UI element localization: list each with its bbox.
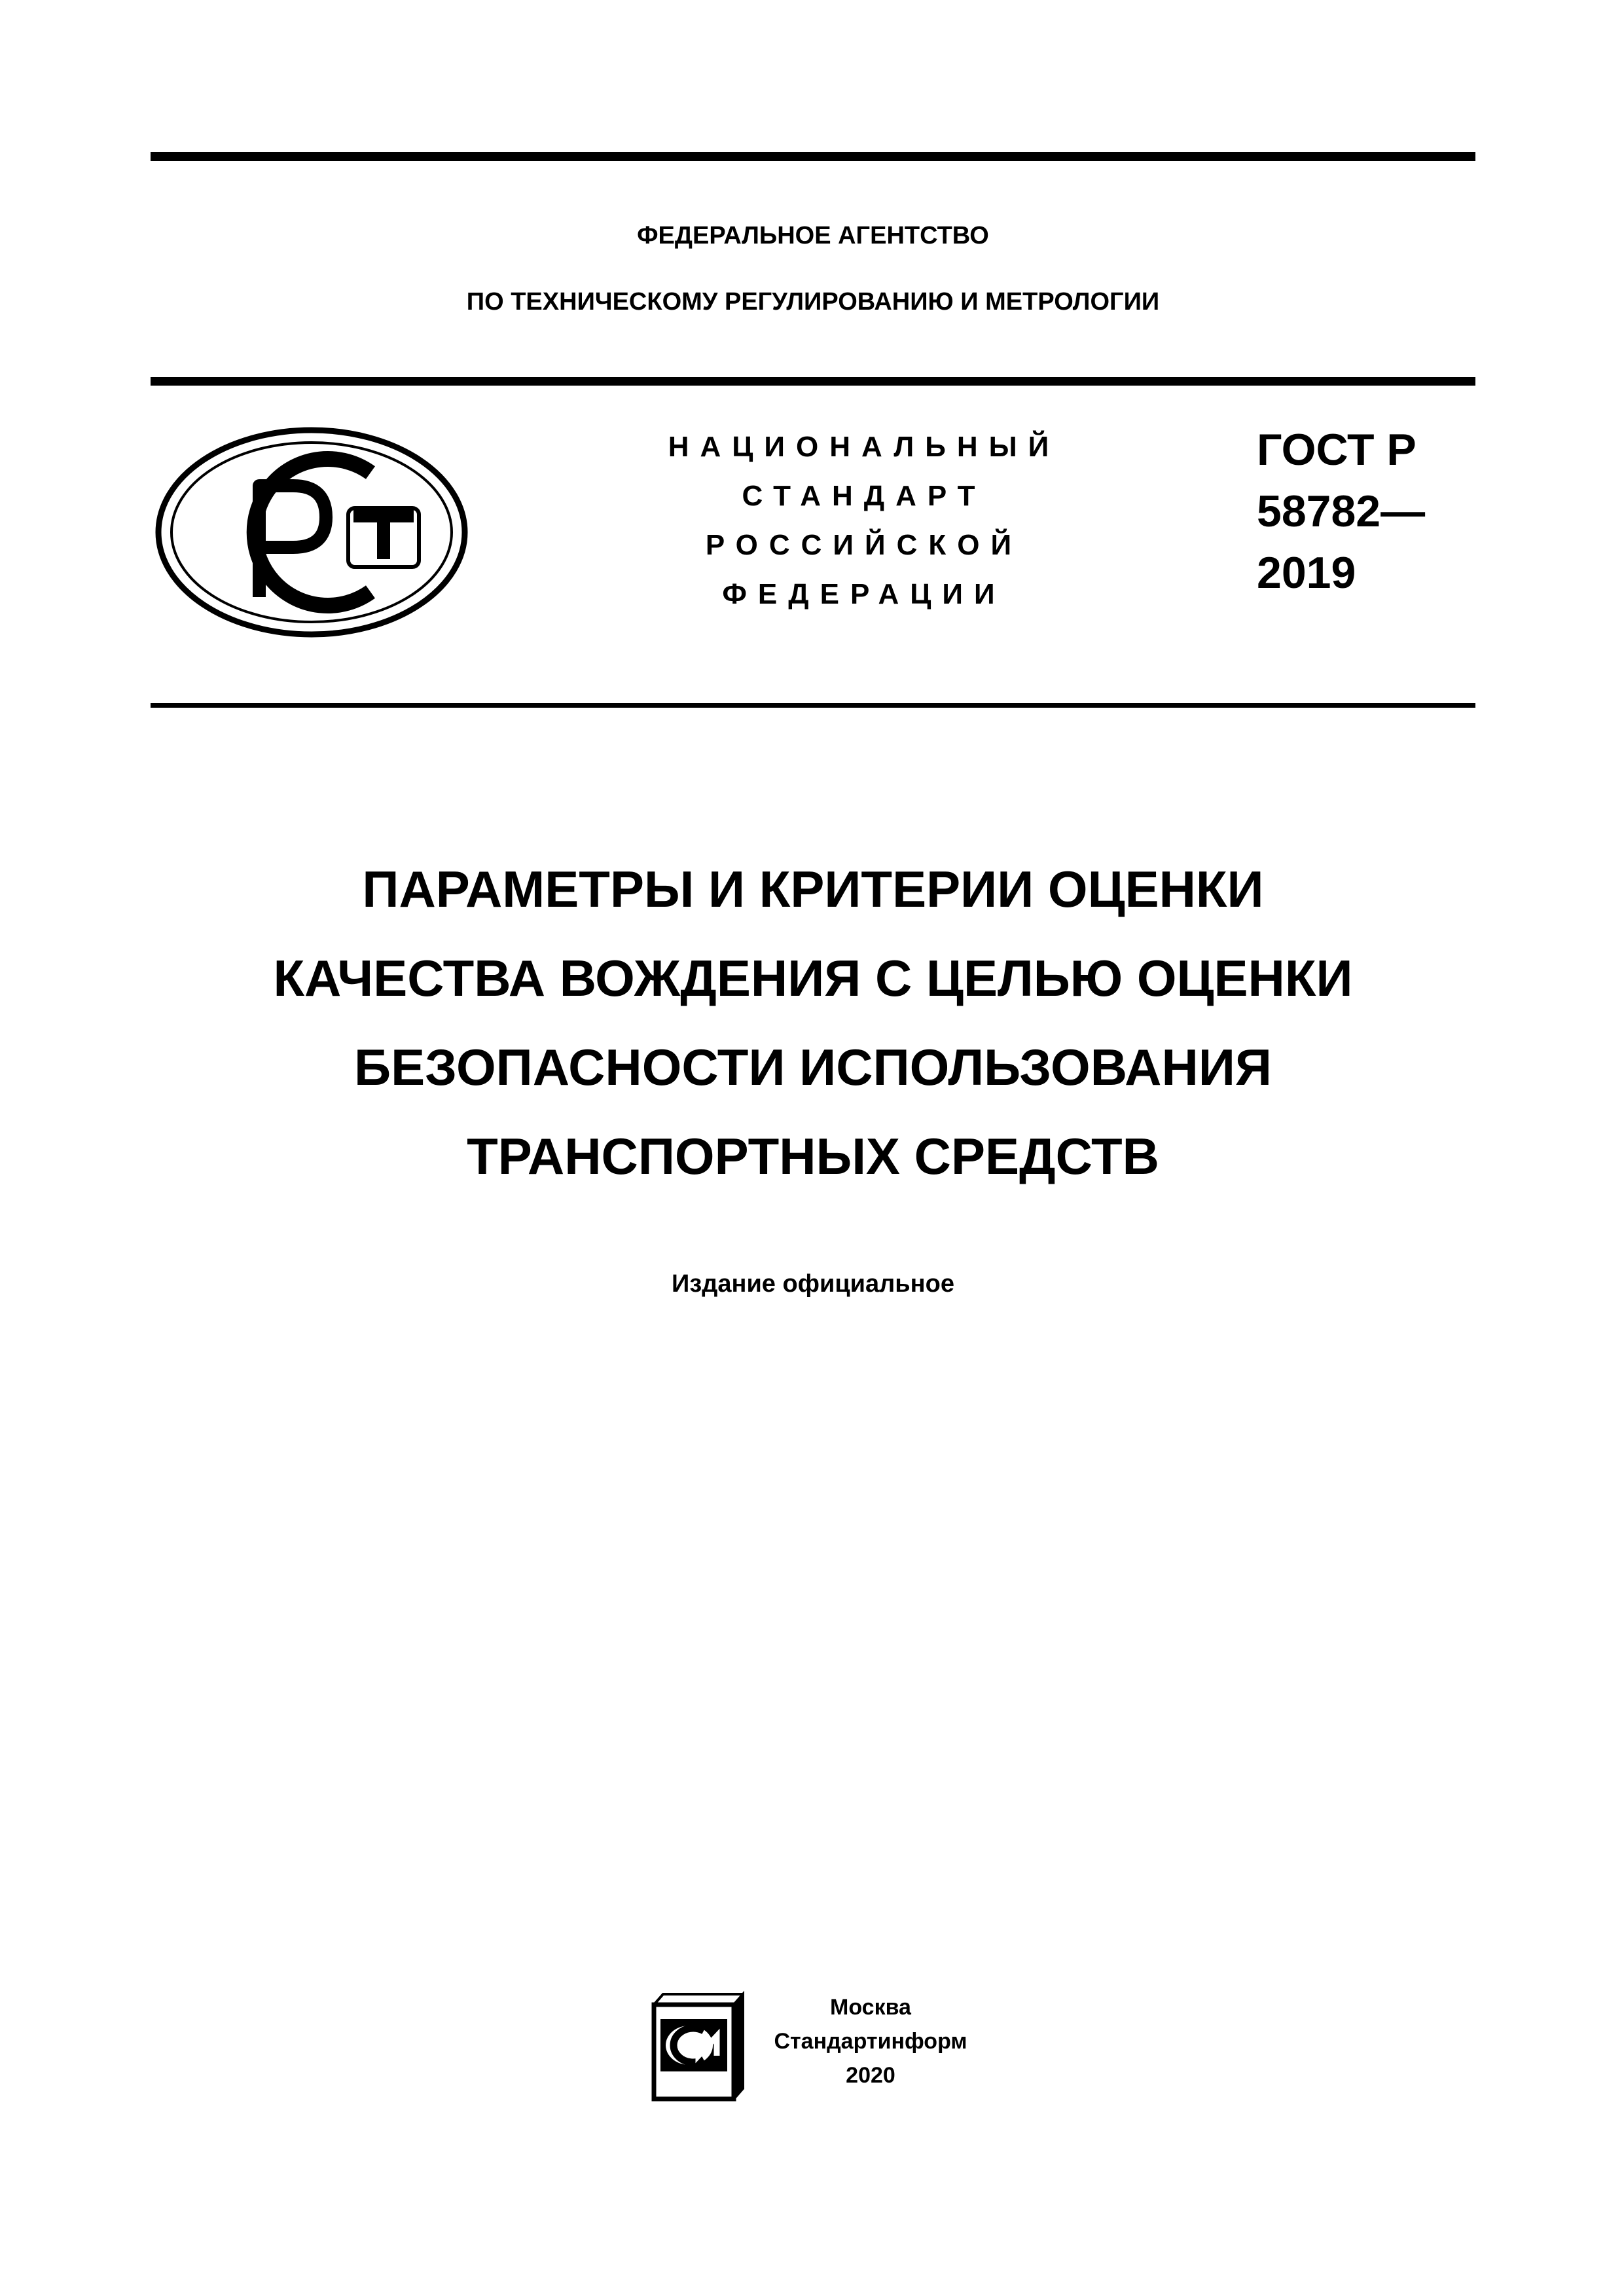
standard-type-line: СТАНДАРТ	[742, 480, 986, 512]
top-rule	[151, 152, 1475, 161]
agency-line-2: ПО ТЕХНИЧЕСКОМУ РЕГУЛИРОВАНИЮ И МЕТРОЛОГИИ	[466, 288, 1160, 316]
standard-type-line: ФЕДЕРАЦИИ	[722, 578, 1006, 610]
rst-certification-mark-icon	[154, 426, 469, 639]
designation-line: 2019	[1257, 548, 1356, 598]
title-line: ТРАНСПОРТНЫХ СРЕДСТВ	[467, 1127, 1159, 1185]
standard-type-line: НАЦИОНАЛЬНЫЙ	[668, 431, 1060, 463]
designation-line: 58782—	[1257, 486, 1426, 536]
agency-line-1: ФЕДЕРАЛЬНОЕ АГЕНТСТВО	[637, 222, 989, 249]
bottom-rule	[151, 703, 1475, 708]
publisher-info	[740, 1990, 1001, 2092]
title-line: КАЧЕСТВА ВОЖДЕНИЯ С ЦЕЛЬЮ ОЦЕНКИ	[273, 949, 1353, 1007]
publisher-city: Москва	[830, 1995, 911, 2020]
designation-line: ГОСТ Р	[1257, 425, 1416, 475]
publication-year: 2020	[846, 2063, 895, 2088]
title-line: БЕЗОПАСНОСТИ ИСПОЛЬЗОВАНИЯ	[354, 1038, 1272, 1096]
title-line: ПАРАМЕТРЫ И КРИТЕРИИ ОЦЕНКИ	[362, 860, 1264, 918]
standard-type	[609, 422, 1119, 619]
standard-type-line: РОССИЙСКОЙ	[705, 529, 1023, 561]
edition-label: Издание официальное	[672, 1270, 954, 1298]
standard-designation	[1257, 419, 1479, 604]
middle-rule	[151, 377, 1475, 386]
document-title	[151, 845, 1475, 1201]
standartinform-logo-icon	[651, 1990, 746, 2102]
publisher-name: Стандартинформ	[774, 2029, 967, 2054]
